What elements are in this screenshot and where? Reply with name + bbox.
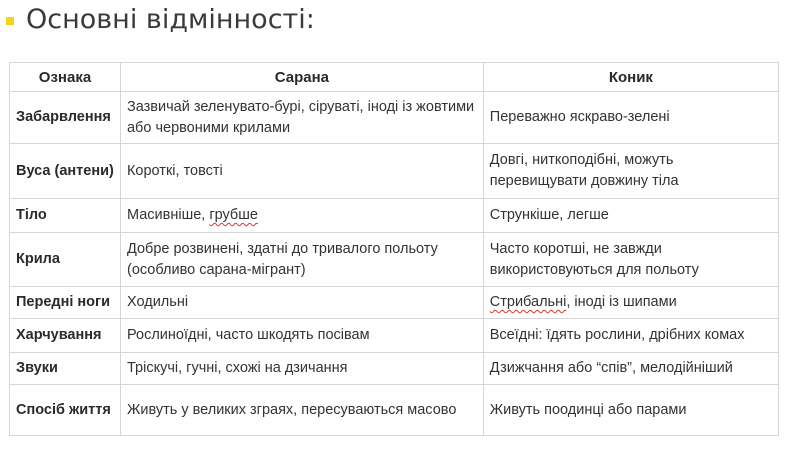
table-row — [10, 144, 779, 199]
table-row — [10, 385, 779, 436]
row-label: Забарвлення — [10, 92, 121, 144]
row-label: Вуса (антени) — [10, 144, 121, 199]
table-row — [10, 353, 779, 385]
table-header-row — [10, 63, 779, 92]
locust-cell: Ходильні — [120, 287, 483, 319]
grasshopper-cell: Стрункіше, легше — [483, 199, 778, 233]
table-row — [10, 233, 779, 287]
section-heading — [6, 0, 315, 38]
locust-cell: Зазвичай зеленувато-бурі, сіруваті, іноді із жовтими або червоними крилами — [120, 92, 483, 144]
table-row — [10, 287, 779, 319]
locust-cell: Рослиноїдні, часто шкодять посівам — [120, 319, 483, 353]
header-grasshopper: Коник — [483, 63, 778, 92]
row-label: Спосіб життя — [10, 385, 121, 436]
row-label: Тіло — [10, 199, 121, 233]
bullet-marker — [6, 17, 14, 25]
table-row — [10, 199, 779, 233]
header-locust: Сарана — [120, 63, 483, 92]
spellcheck-word: Стрибальні — [489, 294, 567, 310]
locust-cell: Короткі, товсті — [120, 144, 483, 199]
row-label: Передні ноги — [10, 287, 121, 319]
grasshopper-cell: Переважно яскраво-зелені — [483, 92, 778, 144]
comparison-table — [9, 62, 779, 436]
grasshopper-cell: Дзижчання або “спів”, мелодійніший — [483, 353, 778, 385]
spellcheck-word: грубше — [209, 207, 258, 223]
page-title: Основні відмінності: — [26, 3, 315, 35]
row-label: Харчування — [10, 319, 121, 353]
locust-cell: Тріскучі, гучні, схожі на дзичання — [120, 353, 483, 385]
grasshopper-cell — [483, 287, 778, 319]
grasshopper-cell: Часто коротші, не завжди використовуються для польоту — [483, 233, 778, 287]
grasshopper-text: , іноді із шипами — [566, 294, 677, 310]
locust-cell: Добре розвинені, здатні до тривалого польоту (особливо сарана-мігрант) — [120, 233, 483, 287]
header-feature: Ознака — [10, 63, 121, 92]
grasshopper-cell: Всеїдні: їдять рослини, дрібних комах — [483, 319, 778, 353]
row-label: Звуки — [10, 353, 121, 385]
table-row — [10, 319, 779, 353]
row-label: Крила — [10, 233, 121, 287]
locust-cell — [120, 199, 483, 233]
table-row — [10, 92, 779, 144]
locust-text: Масивніше, — [126, 207, 210, 223]
locust-cell: Живуть у великих зграях, пересуваються масово — [120, 385, 483, 436]
grasshopper-cell: Довгі, ниткоподібні, можуть перевищувати довжину тіла — [483, 144, 778, 199]
grasshopper-cell: Живуть поодинці або парами — [483, 385, 778, 436]
